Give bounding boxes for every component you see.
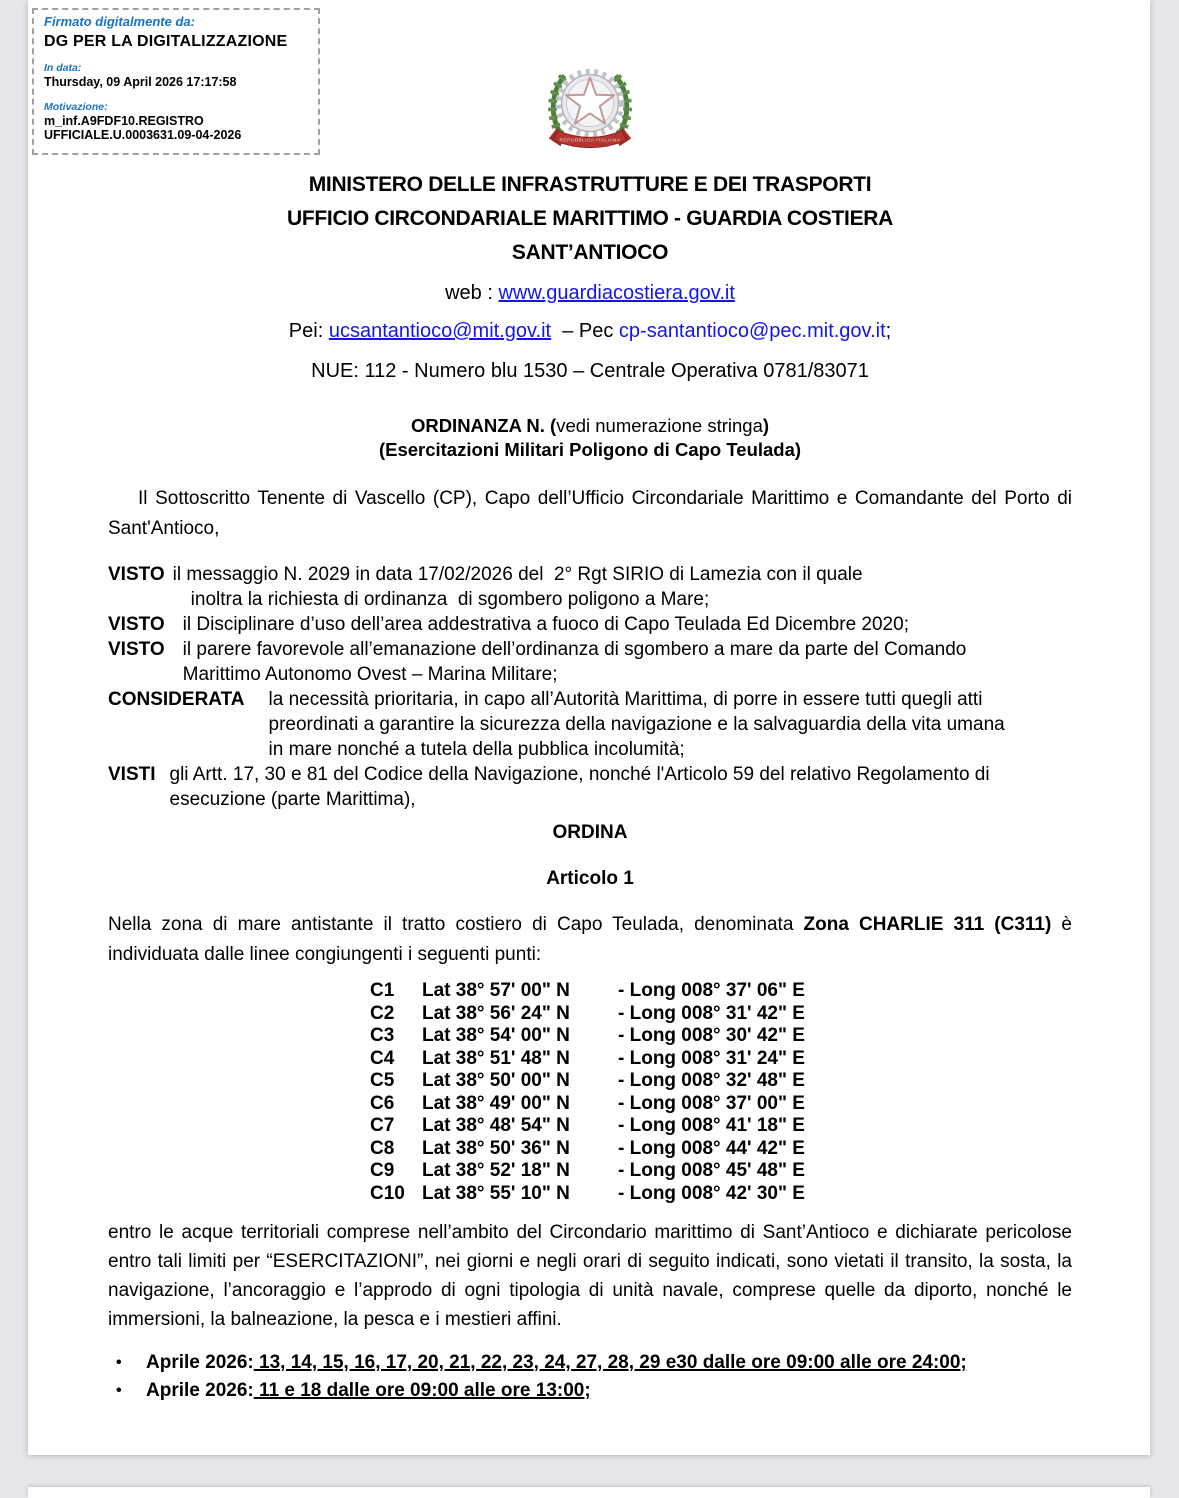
point-long: - Long 008° 30' 42" E	[618, 1025, 805, 1046]
bullet-underlined: 11 e 18 dalle ore 09:00 alle ore 13:00;	[253, 1380, 591, 1401]
pec-separator: – Pec	[551, 320, 619, 342]
bullet-dot-icon: •	[116, 1354, 122, 1371]
point-id: C6	[370, 1092, 395, 1114]
pei-link[interactable]: ucsantantioco@mit.gov.it	[328, 320, 552, 342]
coordinate-row	[370, 1183, 1072, 1206]
preamble-label: VISTO	[108, 614, 165, 635]
ordinance-title-block	[108, 414, 1072, 462]
preamble-line: inoltra la richiesta di ordinanza di sgombero poligono a Mare;	[190, 589, 710, 610]
point-lat: Lat 38° 51' 48" N	[422, 1047, 570, 1069]
point-long: - Long 008° 37' 00" E	[618, 1092, 805, 1114]
pec-end: ;	[885, 320, 892, 342]
office-line: UFFICIO CIRCONDARIALE MARITTIMO - GUARDIA COSTIERA	[286, 207, 894, 230]
coordinates-list	[370, 980, 1072, 1205]
web-line	[108, 280, 1072, 306]
intro-paragraph: Il Sottoscritto Tenente di Vascello (CP), Capo dell’Ufficio Circondariale Marittimo e Comandante del Porto di Sant'Antioco,	[108, 488, 1072, 539]
preamble-line: esecuzione (parte Marittima),	[169, 789, 416, 810]
point-lat: Lat 38° 48' 54" N	[422, 1115, 570, 1136]
point-long: - Long 008° 31' 42" E	[618, 1002, 805, 1024]
coordinate-row	[370, 1115, 1072, 1138]
stamp-signed-by-label: Firmato digitalmente da:	[44, 14, 195, 29]
point-id: C3	[370, 1025, 395, 1046]
preamble-label: VISTO	[108, 564, 165, 585]
preamble-line: il messaggio N. 2029 in data 17/02/2026 del 2° Rgt SIRIO di Lamezia con il quale	[172, 564, 863, 585]
stamp-reason-label: Motivazione:	[44, 100, 108, 113]
preamble-line: gli Artt. 17, 30 e 81 del Codice della Navigazione, nonché l'Articolo 59 del relativo Regolamento di	[169, 764, 990, 785]
nue-line: NUE: 112 - Numero blu 1530 – Centrale Operativa 0781/83071	[311, 360, 869, 382]
point-long: - Long 008° 37' 06" E	[618, 980, 805, 1001]
ordina-heading: ORDINA	[552, 822, 628, 843]
emblem-ribbon-text: REPUBBLICA ITALIANA	[559, 138, 621, 144]
point-lat: Lat 38° 57' 00" N	[422, 980, 570, 1001]
coordinate-row	[370, 1048, 1072, 1071]
articolo1-heading: Articolo 1	[546, 868, 634, 889]
preamble-item	[108, 687, 1072, 762]
point-lat: Lat 38° 56' 24" N	[422, 1002, 570, 1024]
pei-pec-line	[108, 318, 1072, 344]
point-long: - Long 008° 41' 18" E	[618, 1115, 805, 1136]
document-page	[28, 0, 1150, 1455]
point-long: - Long 008° 32' 48" E	[618, 1070, 805, 1091]
preamble-line: la necessità prioritaria, in capo all’Autorità Marittima, di porre in essere tutti quegli atti	[268, 689, 983, 710]
ordinance-title-bold: ORDINANZA N. (	[410, 415, 557, 436]
closing-paragraph: entro le acque territoriali comprese nell’ambito del Circondario marittimo di Sant’Antioco e dichiarate pericolose entro tali limiti per “ESERCITAZIONI”, nei giorni e negli orari di seguito indicati, sono vietati il transito, la sosta, la navigazione, l’ancoraggio e l’approdo di ogni tipologia di unità navale, comprese quelle da diporto, nonché le immersioni, la balneazione, la pesca e i mestieri affini.	[108, 1222, 1072, 1330]
preamble-label: VISTO	[108, 639, 165, 660]
zone-paragraph	[108, 910, 1072, 970]
ordinance-title	[108, 414, 1072, 438]
point-lat: Lat 38° 49' 00" N	[422, 1092, 570, 1114]
stamp-reason-line1: m_inf.A9FDF10.REGISTRO	[44, 113, 204, 128]
stamp-reason-line2: UFFICIALE.U.0003631.09-04-2026	[44, 128, 242, 143]
zone-text-pre: Nella zona di mare antistante il tratto costiero di Capo Teulada, denominata	[108, 914, 804, 935]
web-label: web :	[445, 282, 499, 304]
pec-link[interactable]: cp-santantioco@pec.mit.gov.it	[618, 320, 886, 342]
bullet-prefix: Aprile 2026:	[146, 1352, 254, 1373]
point-id: C5	[370, 1070, 395, 1091]
point-id: C7	[370, 1115, 395, 1136]
coordinate-row	[370, 1070, 1072, 1093]
point-long: - Long 008° 31' 24" E	[618, 1047, 805, 1069]
preamble-line: preordinati a garantire la sicurezza della navigazione e la salvaguardia della vita umana	[268, 714, 1005, 735]
point-long: - Long 008° 44' 42" E	[618, 1137, 805, 1159]
point-id: C4	[370, 1047, 395, 1069]
point-long: - Long 008° 45' 48" E	[618, 1160, 805, 1181]
preamble-line: il parere favorevole all’emanazione dell’ordinanza di sgombero a mare da parte del Comando	[182, 639, 967, 660]
zone-text-post: è individuata dalle linee congiungenti i seguenti punti:	[108, 914, 1072, 965]
preamble-label: VISTI	[108, 764, 156, 785]
coordinate-row	[370, 1160, 1072, 1183]
coordinate-row	[370, 980, 1072, 1003]
ministry-line: MINISTERO DELLE INFRASTRUTTURE E DEI TRASPORTI	[308, 173, 872, 196]
pei-label: Pei:	[288, 320, 329, 342]
bullet-item	[108, 1349, 1072, 1377]
web-link[interactable]: www.guardiacostiera.gov.it	[498, 282, 735, 304]
point-id: C9	[370, 1160, 395, 1181]
preamble-item	[108, 612, 1072, 637]
italy-republic-emblem-icon	[541, 56, 639, 158]
coordinate-row	[370, 1138, 1072, 1161]
preamble-line: in mare nonché a tutela della pubblica incolumità;	[268, 739, 685, 760]
point-lat: Lat 38° 52' 18" N	[422, 1160, 570, 1181]
stamp-signed-by-value: DG PER LA DIGITALIZZAZIONE	[44, 32, 288, 50]
point-lat: Lat 38° 50' 36" N	[422, 1137, 570, 1159]
city-line: SANT’ANTIOCO	[511, 241, 669, 264]
point-lat: Lat 38° 55' 10" N	[422, 1182, 570, 1204]
point-id: C10	[370, 1182, 405, 1204]
preamble-line: Marittimo Autonomo Ovest – Marina Militare;	[182, 664, 558, 685]
point-id: C8	[370, 1137, 395, 1159]
stamp-date-label: In data:	[44, 62, 82, 75]
point-id: C1	[370, 980, 395, 1001]
digital-signature-stamp	[32, 8, 320, 155]
preamble-item	[108, 762, 1072, 812]
zone-name-bold: Zona CHARLIE 311 (C311)	[803, 914, 1052, 935]
coordinate-row	[370, 1003, 1072, 1026]
preamble-line: il Disciplinare d’uso dell’area addestrativa a fuoco di Capo Teulada Ed Dicembre 2020;	[182, 614, 909, 635]
next-page-edge	[28, 1487, 1150, 1498]
point-lat: Lat 38° 50' 00" N	[422, 1070, 570, 1091]
preamble-item	[108, 637, 1072, 687]
preamble-item	[108, 562, 1072, 612]
bullet-underlined: 13, 14, 15, 16, 17, 20, 21, 22, 23, 24, 27, 28, 29 e30 dalle ore 09:00 alle ore 24:00;	[253, 1352, 967, 1373]
coordinate-row	[370, 1093, 1072, 1116]
bullet-dot-icon: •	[116, 1382, 122, 1399]
coordinate-row	[370, 1025, 1072, 1048]
preamble-section	[108, 562, 1072, 812]
ordinance-title-close: )	[762, 415, 770, 436]
ordinance-subtitle: (Esercitazioni Militari Poligono di Capo Teulada)	[378, 439, 802, 460]
dates-list	[108, 1349, 1072, 1405]
bullet-item	[108, 1377, 1072, 1405]
preamble-label: CONSIDERATA	[108, 689, 245, 710]
point-long: - Long 008° 42' 30" E	[618, 1182, 805, 1204]
ordinance-title-regular: vedi numerazione stringa	[556, 415, 763, 436]
stamp-date-value: Thursday, 09 April 2026 17:17:58	[44, 75, 237, 90]
point-id: C2	[370, 1002, 395, 1024]
bullet-prefix: Aprile 2026:	[146, 1380, 254, 1401]
point-lat: Lat 38° 54' 00" N	[422, 1025, 570, 1046]
